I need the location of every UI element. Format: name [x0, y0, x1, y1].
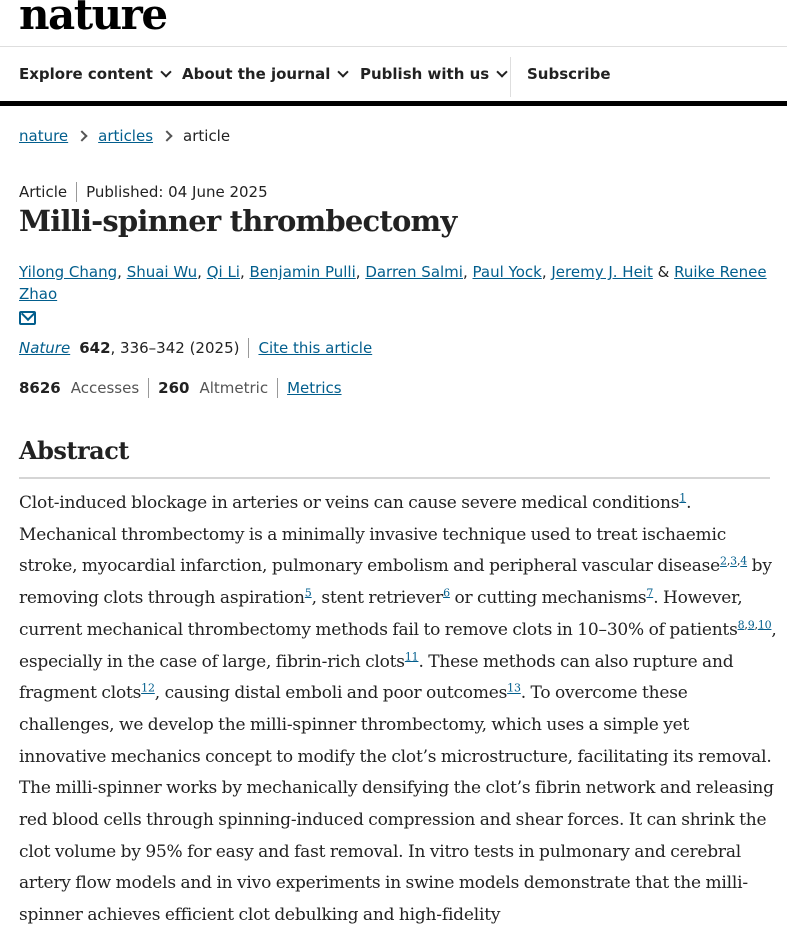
abstract-text	[19, 488, 779, 932]
breadcrumb-nature[interactable]: nature	[19, 127, 69, 145]
divider	[248, 338, 249, 358]
author-separator: ,	[197, 263, 207, 281]
citation-line	[19, 338, 372, 358]
abstract-segment: . However, current mechanical thrombectomy methods fail to remove clots in 10–30% of patients	[19, 588, 743, 640]
author-separator: ,	[462, 263, 473, 281]
author-separator: ,	[239, 263, 250, 281]
cite-this-article-link[interactable]: Cite this article	[258, 339, 373, 357]
divider	[76, 182, 77, 202]
breadcrumb-current: article	[183, 127, 231, 145]
author-link[interactable]: Qi Li	[206, 263, 240, 281]
volume: 642	[79, 339, 111, 357]
chevron-down-icon	[160, 66, 171, 77]
nav-item-label: Publish with us	[360, 65, 490, 83]
authors-inline	[19, 263, 767, 303]
author-link[interactable]: Benjamin Pulli	[249, 263, 356, 281]
abstract-heading: Abstract	[19, 436, 129, 465]
article-title: Milli-spinner thrombectomy	[19, 204, 457, 238]
reference-link[interactable]: 12	[141, 681, 155, 695]
article-type: Article	[19, 183, 68, 201]
abstract-segment: Clot-induced blockage in arteries or veins can cause severe medical conditions	[19, 493, 680, 513]
reference-group: 8,9,10	[737, 618, 772, 632]
author-separator: &	[652, 263, 675, 281]
journal-link[interactable]: Nature	[19, 339, 71, 357]
author-link[interactable]: Darren Salmi	[365, 263, 463, 281]
reference-group	[405, 650, 419, 663]
divider	[148, 378, 149, 398]
nav-publish-with-us[interactable]	[360, 65, 506, 83]
author-separator: ,	[117, 263, 127, 281]
site-header	[0, 0, 787, 47]
chevron-right-icon	[161, 130, 172, 141]
reference-link[interactable]: 13	[507, 681, 521, 695]
altmetric-count: 260	[158, 379, 190, 397]
pages-year: , 336–342 (2025)	[110, 339, 240, 357]
reference-link[interactable]: 4	[740, 554, 748, 568]
reference-link[interactable]: 10	[757, 618, 772, 632]
altmetric-label: Altmetric	[199, 379, 269, 397]
reference-link[interactable]: 9	[747, 618, 755, 632]
abstract-segment: . To overcome these challenges, we develop the milli-spinner thrombectomy, which uses a simple yet innovative mechanics concept to modify the clot’s microstructure, facilitating its removal. The milli-spinner works by mechanically densifying the clot’s fibrin network and releasing red blood cells through spinning-induced compression and shear forces. It can shrink the clot volume by 95% for easy and fast removal. In vitro tests in pulmonary and cerebral artery flow models and in vivo experiments in swine models demonstrate that the milli-spinner achieves efficient clot debulking and high-fidelity	[19, 683, 774, 926]
nav-item-label: Explore content	[19, 65, 153, 83]
author-link[interactable]: Paul Yock	[472, 263, 542, 281]
chevron-down-icon	[338, 66, 349, 77]
accesses-count: 8626	[19, 379, 61, 397]
nav-divider	[510, 57, 511, 97]
published-date: Published: 04 June 2025	[86, 183, 268, 201]
divider	[277, 378, 278, 398]
abstract-segment: or cutting mechanisms	[449, 588, 647, 609]
metrics-link[interactable]: Metrics	[287, 379, 342, 397]
abstract-segment: , causing distal emboli and poor outcomes	[154, 683, 508, 704]
subscribe-label: Subscribe	[527, 65, 611, 83]
nav-explore-content[interactable]	[19, 65, 170, 83]
abstract-segment: , especially in the case of large, fibrin-rich clots	[19, 619, 777, 672]
reference-link[interactable]: 1	[679, 491, 687, 505]
nav-about-journal[interactable]	[182, 65, 347, 83]
reference-group	[141, 682, 155, 695]
author-link[interactable]: Ruike Renee Zhao	[19, 263, 767, 303]
abstract-segment: . These methods can also rupture and fragment clots	[19, 651, 734, 704]
article-metrics	[19, 378, 342, 398]
reference-group	[305, 586, 312, 599]
abstract-segment: . Mechanical thrombectomy is a minimally invasive technique used to treat ischaemic stroke, myocardial infarction, pulmonary embolism and peripheral vascular disease	[19, 493, 727, 577]
reference-link[interactable]: 2	[720, 554, 727, 568]
reference-group	[443, 586, 450, 599]
author-list	[19, 261, 779, 325]
mail-icon[interactable]	[19, 311, 36, 325]
author-separator: ,	[355, 263, 366, 281]
accesses-label: Accesses	[70, 379, 140, 397]
reference-link[interactable]: 3	[730, 554, 737, 568]
reference-group	[507, 682, 521, 695]
chevron-right-icon	[76, 130, 87, 141]
nav-item-label: About the journal	[182, 65, 331, 83]
reference-link[interactable]: 6	[443, 586, 450, 600]
abstract-segment: by removing clots through aspiration	[19, 556, 772, 609]
reference-link[interactable]: 8	[737, 618, 745, 632]
author-link[interactable]: Shuai Wu	[126, 263, 198, 281]
breadcrumb	[19, 127, 230, 145]
author-separator: ,	[541, 263, 552, 281]
reference-link[interactable]: 7	[646, 586, 654, 600]
reference-group: 2,3,4	[720, 554, 748, 568]
author-link[interactable]: Yilong Chang	[19, 263, 118, 281]
reference-link[interactable]: 5	[304, 586, 312, 600]
heading-rule	[19, 477, 770, 479]
main-nav	[0, 47, 787, 106]
chevron-down-icon	[497, 66, 508, 77]
reference-link[interactable]: 11	[404, 649, 419, 663]
abstract-segment: , stent retriever	[311, 588, 444, 609]
nature-logo[interactable]: nature	[19, 0, 167, 39]
article-meta	[19, 182, 268, 202]
author-link[interactable]: Jeremy J. Heit	[551, 263, 653, 281]
breadcrumb-articles[interactable]: articles	[98, 127, 154, 145]
nav-subscribe[interactable]	[527, 65, 611, 83]
